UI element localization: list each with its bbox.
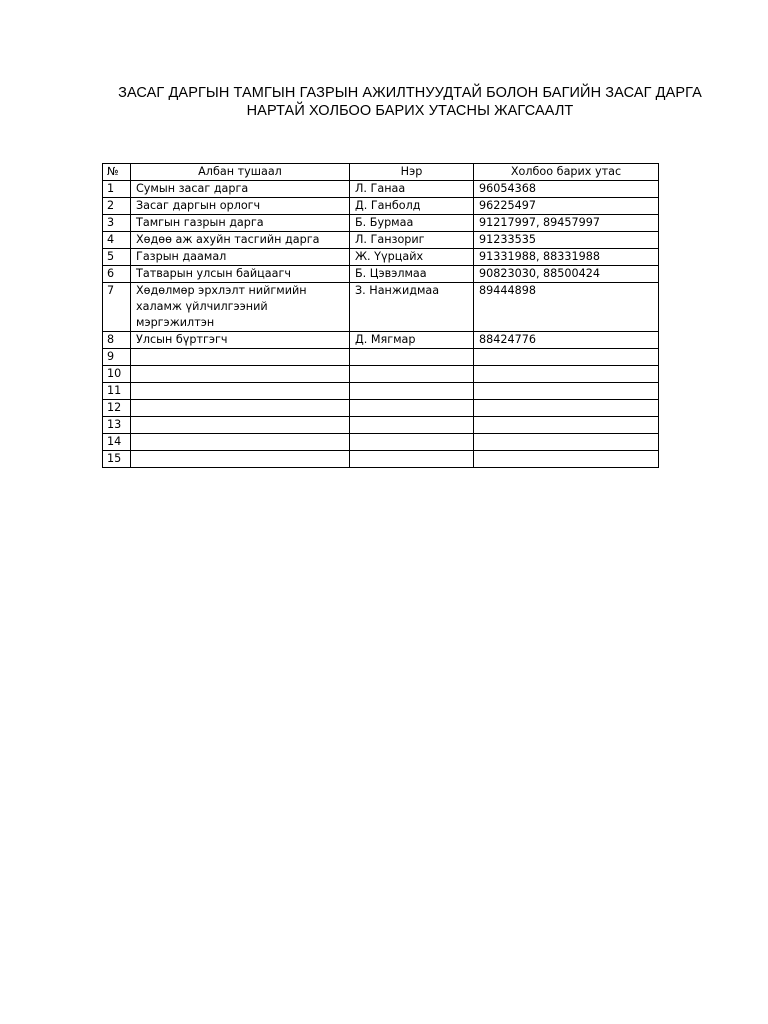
row-name	[350, 451, 474, 468]
row-phone: 88424776	[474, 332, 659, 349]
table-row	[103, 181, 659, 198]
row-phone: 91217997, 89457997	[474, 215, 659, 232]
row-position: Хөдөө аж ахуйн тасгийн дарга	[131, 232, 350, 249]
row-name	[350, 366, 474, 383]
row-phone	[474, 400, 659, 417]
row-position	[131, 349, 350, 366]
row-name	[350, 383, 474, 400]
table-row	[103, 332, 659, 349]
row-name: Л. Ганзориг	[350, 232, 474, 249]
row-phone: 91233535	[474, 232, 659, 249]
table-row	[103, 266, 659, 283]
row-phone	[474, 434, 659, 451]
row-number: 2	[103, 198, 131, 215]
header-name: Нэр	[350, 164, 474, 181]
row-phone	[474, 451, 659, 468]
row-position	[131, 383, 350, 400]
row-number: 8	[103, 332, 131, 349]
row-phone	[474, 366, 659, 383]
document-title	[110, 84, 710, 120]
row-name: Б. Цэвэлмаа	[350, 266, 474, 283]
header-phone: Холбоо барих утас	[474, 164, 659, 181]
table-row	[103, 249, 659, 266]
header-number: №	[103, 164, 131, 181]
row-position: Улсын бүртгэгч	[131, 332, 350, 349]
row-number: 9	[103, 349, 131, 366]
row-phone	[474, 349, 659, 366]
header-position: Албан тушаал	[131, 164, 350, 181]
row-name: Д. Мягмар	[350, 332, 474, 349]
row-name	[350, 434, 474, 451]
row-position	[131, 366, 350, 383]
row-number: 13	[103, 417, 131, 434]
row-phone: 96225497	[474, 198, 659, 215]
row-name	[350, 417, 474, 434]
row-phone: 90823030, 88500424	[474, 266, 659, 283]
row-position: Тамгын газрын дарга	[131, 215, 350, 232]
table-row	[103, 366, 659, 383]
table-row	[103, 383, 659, 400]
row-number: 10	[103, 366, 131, 383]
row-number: 1	[103, 181, 131, 198]
row-position: Засаг даргын орлогч	[131, 198, 350, 215]
row-number: 3	[103, 215, 131, 232]
row-number: 6	[103, 266, 131, 283]
row-number: 7	[103, 283, 131, 332]
row-position	[131, 451, 350, 468]
table-row	[103, 434, 659, 451]
table-row	[103, 198, 659, 215]
row-number: 11	[103, 383, 131, 400]
table-row	[103, 417, 659, 434]
table-row	[103, 232, 659, 249]
row-number: 5	[103, 249, 131, 266]
row-position	[131, 400, 350, 417]
row-position	[131, 417, 350, 434]
row-position	[131, 434, 350, 451]
row-name	[350, 349, 474, 366]
row-name: З. Нанжидмаа	[350, 283, 474, 332]
row-number: 15	[103, 451, 131, 468]
row-name: Б. Бурмаа	[350, 215, 474, 232]
contacts-table	[102, 163, 659, 468]
row-name: Ж. Үүрцайх	[350, 249, 474, 266]
title-line-1: ЗАСАГ ДАРГЫН ТАМГЫН ГАЗРЫН АЖИЛТНУУДТАЙ БОЛОН БАГИЙН ЗАСАГ ДАРГА	[118, 85, 702, 101]
table-row	[103, 349, 659, 366]
row-phone	[474, 383, 659, 400]
row-phone: 96054368	[474, 181, 659, 198]
table-row	[103, 215, 659, 232]
row-phone	[474, 417, 659, 434]
row-position: Татварын улсын байцаагч	[131, 266, 350, 283]
row-position: Хөдөлмөр эрхлэлт нийгмийн халамж үйлчилгээний мэргэжилтэн	[131, 283, 350, 332]
row-number: 14	[103, 434, 131, 451]
table-row	[103, 283, 659, 332]
row-number: 4	[103, 232, 131, 249]
row-number: 12	[103, 400, 131, 417]
table-row	[103, 400, 659, 417]
row-position: Газрын даамал	[131, 249, 350, 266]
row-phone: 91331988, 88331988	[474, 249, 659, 266]
table-row	[103, 451, 659, 468]
row-name: Д. Ганболд	[350, 198, 474, 215]
row-name	[350, 400, 474, 417]
title-line-2: НАРТАЙ ХОЛБОО БАРИХ УТАСНЫ ЖАГСААЛТ	[246, 103, 574, 119]
row-position: Сумын засаг дарга	[131, 181, 350, 198]
row-phone: 89444898	[474, 283, 659, 332]
row-name: Л. Ганаа	[350, 181, 474, 198]
table-header-row	[103, 164, 659, 181]
